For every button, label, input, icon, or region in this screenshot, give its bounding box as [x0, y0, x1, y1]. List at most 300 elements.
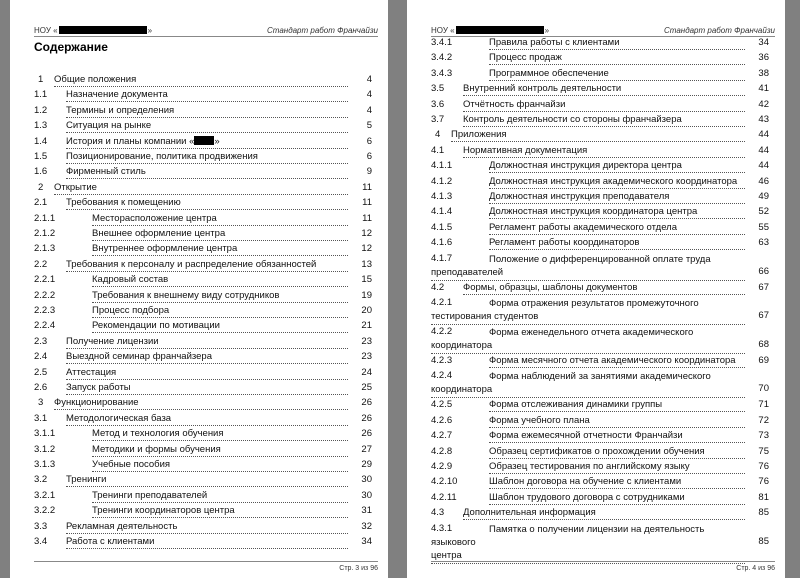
toc-entry[interactable]	[431, 325, 769, 353]
standard-label: Стандарт работ Франчайзи	[266, 26, 378, 35]
toc-entry-page: 12	[361, 243, 372, 255]
toc-entry[interactable]	[431, 522, 769, 561]
toc-entry-number: 4.2.4	[431, 370, 453, 382]
toc-entry-page: 30	[361, 489, 372, 501]
toc-entry-text: Тренинги координаторов центра	[92, 505, 235, 517]
toc-entry-text: Процесс подбора	[92, 305, 170, 316]
toc-entry-text: Методологическая база	[66, 412, 172, 424]
toc-entry-text-suffix: »	[214, 135, 220, 147]
redacted-block	[456, 26, 544, 34]
toc-entry-title	[489, 237, 745, 250]
toc-entry[interactable]	[34, 289, 372, 304]
toc-entry-text: История и планы компании «	[66, 135, 195, 147]
toc-entry[interactable]	[34, 273, 372, 288]
toc-entry-text: Процесс продаж	[489, 52, 562, 64]
toc-entry[interactable]	[431, 252, 769, 280]
toc-entry-text: Общие положения	[54, 74, 137, 85]
toc-entry-page: 12	[361, 228, 372, 239]
toc-entry-page: 4	[366, 89, 372, 101]
toc-entry-page: 19	[361, 289, 372, 301]
toc-entry-number: 4.2.1	[431, 297, 453, 308]
toc-entry-text: Выездной семинар франчайзера	[66, 351, 212, 363]
toc-entry[interactable]	[431, 82, 769, 97]
toc-entry[interactable]	[431, 281, 769, 296]
toc-entry-page: 29	[361, 459, 372, 470]
toc-entry-text: Рекламная деятельность	[66, 520, 178, 532]
toc-entry-page: 44	[758, 129, 769, 141]
toc-entry-title	[92, 305, 348, 318]
toc-entry[interactable]	[34, 258, 372, 273]
toc-entry-title	[92, 428, 348, 441]
toc-entry-number: 3	[38, 397, 44, 409]
toc-entry-title	[92, 505, 348, 518]
toc-entry[interactable]	[34, 196, 372, 211]
toc-entry-page: 85	[758, 535, 769, 547]
toc-entry-text: Запуск работы	[66, 382, 131, 393]
toc-entry-page: 34	[361, 536, 372, 547]
toc-entry-number: 2.1.3	[34, 243, 56, 255]
toc-entry-number: 4.1.1	[431, 160, 453, 172]
toc-entry-title	[92, 459, 348, 472]
toc-entry-page: 26	[361, 428, 372, 440]
toc-entry-text: Учебные пособия	[92, 459, 171, 470]
toc-entry-page: 4	[366, 74, 372, 85]
toc-entry-text: Форма наблюдений за занятиями академического	[489, 371, 711, 383]
toc-entry[interactable]	[34, 135, 372, 150]
toc-entry-title	[66, 166, 348, 179]
toc-entry[interactable]	[431, 98, 769, 113]
toc-entry-title	[463, 145, 745, 158]
toc-entry-number: 3.2.2	[34, 505, 56, 517]
toc-entry-number: 1.5	[34, 151, 48, 162]
toc-entry-text: Внутренний контроль деятельности	[463, 83, 622, 95]
toc-entry-title	[92, 290, 348, 303]
toc-entry-title	[489, 446, 745, 459]
toc-entry[interactable]	[34, 88, 372, 103]
toc-entry-number: 4.3	[431, 507, 445, 519]
toc-entry-text: Отчётность франчайзи	[463, 98, 566, 110]
toc-entry[interactable]	[431, 159, 769, 174]
toc-entry-number: 4.2	[431, 281, 445, 293]
toc-entry-text: Форма учебного плана	[489, 414, 590, 426]
toc-entry-text-line2: преподавателей	[431, 266, 504, 278]
toc-entry-number: 2.2.1	[34, 274, 56, 286]
toc-entry-text: Должностная инструкция координатора центра	[489, 206, 698, 218]
toc-entry[interactable]	[34, 489, 372, 504]
toc-entry-number: 3.4	[34, 536, 48, 547]
toc-entry-text: Внутреннее оформление центра	[92, 243, 238, 255]
footer-divider	[431, 561, 775, 562]
toc-entry-text: Регламент работы академического отдела	[489, 221, 677, 233]
toc-entry[interactable]	[431, 67, 769, 82]
toc-entry-page: 41	[758, 83, 769, 95]
toc-entry-page: 27	[361, 443, 372, 455]
toc-entry-text: Формы, образцы, шаблоны документов	[463, 281, 638, 293]
toc-entry-title	[66, 351, 348, 364]
toc-entry-number: 3.1.1	[34, 428, 56, 440]
toc-entry-title	[54, 182, 348, 195]
toc-entry-number: 1.1	[34, 89, 48, 101]
toc-entry-page: 69	[758, 355, 769, 366]
toc-entry-title	[489, 430, 745, 443]
toc-entry[interactable]	[34, 319, 372, 334]
toc-entry-number: 3.1.2	[34, 443, 56, 455]
toc-entry-page: 73	[758, 430, 769, 442]
toc-entry[interactable]	[34, 535, 372, 550]
toc-entry-title	[66, 136, 348, 149]
toc-entry[interactable]	[431, 221, 769, 236]
toc-entry-number: 4.1.7	[431, 252, 453, 264]
toc-entry[interactable]	[34, 520, 372, 535]
toc-entry-number: 3.5	[431, 83, 445, 95]
toc-entry-text: Приложения	[451, 129, 507, 141]
toc-entry-number: 2.2	[34, 258, 48, 270]
toc-entry-text: Должностная инструкция академического координатора	[489, 175, 738, 187]
toc-entry-number: 2.2.2	[34, 289, 56, 301]
toc-entry[interactable]	[34, 427, 372, 442]
toc-entry-title	[92, 490, 348, 503]
toc-entry-number: 2.5	[34, 366, 48, 378]
redacted-block	[59, 26, 147, 34]
org-prefix: НОУ «	[431, 26, 455, 35]
toc-entry-page: 34	[758, 37, 769, 48]
toc-entry[interactable]	[431, 113, 769, 128]
toc-entry-number: 4.2.7	[431, 430, 453, 442]
toc-entry-number: 4.1.4	[431, 206, 453, 218]
toc-entry-title	[66, 367, 348, 380]
toc-entry-title	[92, 274, 348, 287]
toc-entry-title	[431, 370, 745, 398]
toc-entry-text: Форма еженедельного отчета академического	[489, 327, 694, 338]
toc-entry-number: 2.1.1	[34, 212, 56, 224]
toc-entry-number: 1.4	[34, 135, 48, 147]
toc-entry-title	[66, 151, 348, 164]
toc-entry-number: 1	[38, 74, 44, 85]
toc-entry[interactable]	[34, 119, 372, 134]
toc-entry[interactable]	[34, 473, 372, 488]
toc-entry[interactable]	[34, 227, 372, 242]
toc-entry-text: Дополнительная информация	[463, 507, 596, 519]
toc-entry-title	[92, 444, 348, 457]
toc-entry-title	[489, 37, 745, 50]
toc-entry[interactable]	[431, 491, 769, 506]
toc-entry-text: Позиционирование, политика продвижения	[66, 151, 258, 162]
toc-entry-number: 2.1	[34, 197, 48, 209]
toc-entry-text: Метод и технология обучения	[92, 428, 224, 440]
toc-entry-text: Методики и формы обучения	[92, 443, 221, 455]
toc-entry-page: 25	[361, 382, 372, 393]
toc-entry-number: 4.2.11	[431, 491, 457, 503]
toc-entry-number: 3.7	[431, 114, 445, 125]
toc-entry-title	[66, 382, 348, 395]
toc-entry-page: 15	[361, 274, 372, 286]
toc-entry[interactable]	[431, 369, 769, 397]
org-suffix: »	[544, 26, 550, 35]
toc-entry[interactable]	[431, 128, 769, 143]
toc-entry-page: 31	[361, 505, 372, 517]
toc-entry-page: 55	[758, 221, 769, 233]
toc-entry[interactable]	[34, 73, 372, 88]
page-footer: Стр. 3 из 96	[339, 565, 378, 572]
toc-entry[interactable]	[431, 296, 769, 324]
toc-entry-text: Шаблон трудового договора с сотрудниками	[489, 491, 685, 503]
toc-entry-page: 13	[361, 258, 372, 270]
toc-entry-page: 9	[366, 166, 372, 178]
toc-entry[interactable]	[431, 429, 769, 444]
toc-entry[interactable]	[34, 212, 372, 227]
toc-entry-title	[66, 120, 348, 133]
toc-entry-page: 71	[758, 399, 769, 411]
toc-entry-number: 3.4.2	[431, 52, 453, 64]
toc-entry-text: Ситуация на рынке	[66, 120, 152, 132]
toc-entry-page: 68	[758, 339, 769, 350]
toc-entry-text: Должностная инструкция директора центра	[489, 160, 682, 172]
toc-entry-page: 6	[366, 151, 372, 162]
toc-entry-text: Должностная инструкция преподавателя	[489, 191, 670, 202]
toc-entry-text: Тренинги	[66, 474, 107, 486]
toc-entry-page: 52	[758, 206, 769, 218]
toc-entry-text: Термины и определения	[66, 104, 175, 116]
toc-entry-text: Фирменный стиль	[66, 166, 146, 178]
toc-entry-number: 2.4	[34, 351, 48, 363]
toc-entry-text: Положение о дифференцированной оплате труда	[489, 253, 711, 265]
toc-entry-title	[66, 474, 348, 487]
toc-entry-title	[451, 129, 745, 142]
toc-entry-text: Получение лицензии	[66, 335, 159, 347]
toc-entry[interactable]	[431, 414, 769, 429]
toc-entry-text: Назначение документа	[66, 89, 168, 101]
toc-entry-page: 67	[758, 310, 769, 321]
toc-entry-title	[489, 222, 745, 235]
toc-entry-page: 26	[361, 397, 372, 409]
toc-entry-text: Тренинги преподавателей	[92, 489, 208, 501]
toc-entry-text: Форма отслеживания динамики группы	[489, 399, 663, 411]
toc-entry-title	[489, 476, 745, 489]
toc-entry-title	[66, 89, 348, 102]
toc-entry[interactable]	[431, 190, 769, 205]
toc-entry[interactable]	[34, 504, 372, 519]
toc-entry[interactable]	[34, 104, 372, 119]
toc-entry-text: Месторасположение центра	[92, 212, 217, 224]
toc-entry-title	[92, 213, 348, 226]
toc-entry[interactable]	[34, 443, 372, 458]
toc-entry-number: 4.2.9	[431, 461, 453, 472]
toc-entry-text-line2: тестирования студентов	[431, 311, 539, 322]
document-page-3	[10, 0, 388, 578]
toc-entry-title	[489, 160, 745, 173]
toc-entry-text: Правила работы с клиентами	[489, 37, 620, 48]
toc-entry-title	[489, 191, 745, 204]
toc-entry-number: 4.2.3	[431, 355, 453, 366]
toc-entry-title	[489, 399, 745, 412]
toc-entry-title	[66, 259, 348, 272]
toc-entry-title	[489, 355, 745, 368]
toc-entry-text: Требования к персоналу и распределение обязанностей	[66, 258, 317, 270]
toc-entry[interactable]	[431, 205, 769, 220]
toc-entry[interactable]	[431, 398, 769, 413]
toc-entry[interactable]	[34, 150, 372, 165]
toc-entry[interactable]	[431, 36, 769, 51]
toc-entry-number: 3.3	[34, 520, 48, 532]
toc-entry[interactable]	[431, 506, 769, 521]
toc-entry-number: 2.3	[34, 335, 48, 347]
toc-entry-page: 20	[361, 305, 372, 316]
org-prefix: НОУ «	[34, 26, 58, 35]
toc-entry-page: 6	[366, 135, 372, 147]
toc-entry-title	[489, 415, 745, 428]
toc-entry-text: Открытие	[54, 181, 97, 193]
toc-entry-page: 24	[361, 366, 372, 378]
toc-entry[interactable]	[34, 165, 372, 180]
toc-entry-text-line2: центра	[431, 549, 462, 561]
toc-entry-title	[431, 297, 745, 325]
footer-divider	[34, 561, 378, 562]
toc-entry[interactable]	[431, 144, 769, 159]
toc-entry[interactable]	[34, 181, 372, 196]
toc-entry[interactable]	[431, 445, 769, 460]
toc-entry-title	[66, 536, 348, 549]
page-title: Содержание	[34, 40, 108, 54]
toc-entry-title	[54, 397, 348, 410]
toc-entry-number: 4.3.1	[431, 522, 453, 534]
toc-entry-text: Требования к внешнему виду сотрудников	[92, 289, 280, 301]
toc-entry-page: 49	[758, 191, 769, 202]
toc-entry-title	[489, 52, 745, 65]
toc-entry-page: 72	[758, 414, 769, 426]
toc-entry-page: 67	[758, 281, 769, 293]
toc-entry-text: Регламент работы координаторов	[489, 237, 640, 249]
toc-entry-page: 38	[758, 67, 769, 79]
toc-entry-title	[431, 253, 745, 281]
toc-entry[interactable]	[431, 460, 769, 475]
toc-entry-number: 2.1.2	[34, 228, 56, 239]
toc-entry-page: 5	[366, 120, 372, 132]
toc-entry-title	[92, 228, 348, 241]
toc-entry-title	[66, 413, 348, 426]
toc-entry-title	[489, 492, 745, 505]
toc-entry-page: 23	[361, 335, 372, 347]
toc-entry-title	[489, 176, 745, 189]
toc-entry-number: 1.6	[34, 166, 48, 178]
toc-entry-page: 63	[758, 237, 769, 249]
toc-entry-number: 2	[38, 181, 44, 193]
toc-entry-title	[431, 326, 745, 354]
toc-entry-page: 36	[758, 52, 769, 64]
toc-entry[interactable]	[431, 51, 769, 66]
toc-entry-text: Нормативная документация	[463, 144, 588, 156]
org-suffix: »	[147, 26, 153, 35]
toc-entry-text-line2: координатора	[431, 340, 493, 351]
toc-entry-number: 4.1.2	[431, 175, 453, 187]
toc-entry-page: 76	[758, 476, 769, 488]
toc-entry-text: Памятка о получении лицензии на деятельность языкового	[431, 523, 705, 548]
toc-entry-title	[66, 105, 348, 118]
toc-entry[interactable]	[34, 366, 372, 381]
header-divider	[34, 36, 378, 37]
toc-entry-number: 3.1.3	[34, 459, 56, 470]
toc-entry-number: 4.2.8	[431, 445, 453, 457]
toc-entry-page: 42	[758, 98, 769, 110]
toc-entry[interactable]	[34, 458, 372, 473]
toc-entry-title	[463, 83, 745, 96]
toc-entry[interactable]	[34, 242, 372, 257]
toc-entry-title	[66, 336, 348, 349]
toc-entry-text-line2: координатора	[431, 384, 493, 396]
toc-entry[interactable]	[34, 381, 372, 396]
toc-entry-title	[463, 114, 745, 127]
toc-entry-number: 2.6	[34, 382, 48, 393]
document-page-4	[407, 0, 785, 578]
toc-entry-text: Функционирование	[54, 397, 139, 409]
toc-entry-page: 70	[758, 383, 769, 395]
toc-entry-text: Образец сертификатов о прохождении обучения	[489, 445, 705, 457]
toc-entry-number: 4.2.2	[431, 326, 453, 337]
toc-entry-page: 66	[758, 265, 769, 277]
toc-entry-text: Шаблон договора на обучение с клиентами	[489, 476, 682, 488]
toc-entry-text: Работа с клиентами	[66, 536, 155, 547]
toc-entry-title	[54, 74, 348, 87]
toc-entry-page: 4	[366, 104, 372, 116]
toc-entry-number: 4.1	[431, 144, 445, 156]
toc-entry-page: 26	[361, 412, 372, 424]
toc-entry-title	[66, 521, 348, 534]
toc-entry-title	[489, 68, 745, 81]
toc-entry-title	[463, 99, 745, 112]
toc-entry-page: 30	[361, 474, 372, 486]
toc-entry[interactable]	[34, 304, 372, 319]
toc-entry-title	[463, 282, 745, 295]
toc-entry-number: 2.2.4	[34, 320, 56, 332]
toc-entry[interactable]	[34, 396, 372, 411]
toc-entry-text: Программное обеспечение	[489, 67, 609, 79]
toc-entry[interactable]	[34, 335, 372, 350]
toc-entry-number: 4.2.6	[431, 414, 453, 426]
toc-entry-number: 1.2	[34, 104, 48, 116]
toc-entry-page: 11	[362, 181, 372, 193]
toc-entry-number: 4.2.10	[431, 476, 458, 488]
toc-entry-page: 32	[361, 520, 372, 532]
toc-entry[interactable]	[34, 350, 372, 365]
toc-entry-number: 3.2.1	[34, 489, 56, 501]
toc-entry-number: 4.1.6	[431, 237, 453, 249]
toc-entry-number: 1.3	[34, 120, 48, 132]
toc-entry-text: Рекомендации по мотивации	[92, 320, 220, 332]
toc-entry-title	[489, 206, 745, 219]
toc-entry-title	[92, 243, 348, 256]
toc-entry-number: 4	[435, 129, 441, 141]
toc-entry-page: 44	[758, 144, 769, 156]
toc-entry-number: 4.2.5	[431, 399, 453, 411]
toc-entry[interactable]	[431, 175, 769, 190]
toc-entry-number: 3.4.3	[431, 67, 453, 79]
toc-entry[interactable]	[431, 236, 769, 251]
toc-entry-title	[431, 523, 745, 564]
toc-entry-text: Образец тестирования по английскому языку	[489, 461, 690, 472]
toc-entry-page: 11	[362, 197, 372, 209]
toc-entry-page: 76	[758, 461, 769, 472]
toc-entry-text: Форма месячного отчета академического координатора	[489, 355, 736, 366]
toc-entry-number: 4.1.3	[431, 191, 453, 202]
toc-entry[interactable]	[431, 475, 769, 490]
toc-entry[interactable]	[431, 354, 769, 369]
toc-entry-number: 2.2.3	[34, 305, 56, 316]
toc-entry-text: Внешнее оформление центра	[92, 228, 226, 239]
toc-entry-text: Контроль деятельности со стороны франчайзера	[463, 114, 682, 125]
toc-entry[interactable]	[34, 412, 372, 427]
toc-entry-number: 3.4.1	[431, 37, 453, 48]
toc-entry-page: 75	[758, 445, 769, 457]
toc-entry-text: Аттестация	[66, 366, 117, 378]
